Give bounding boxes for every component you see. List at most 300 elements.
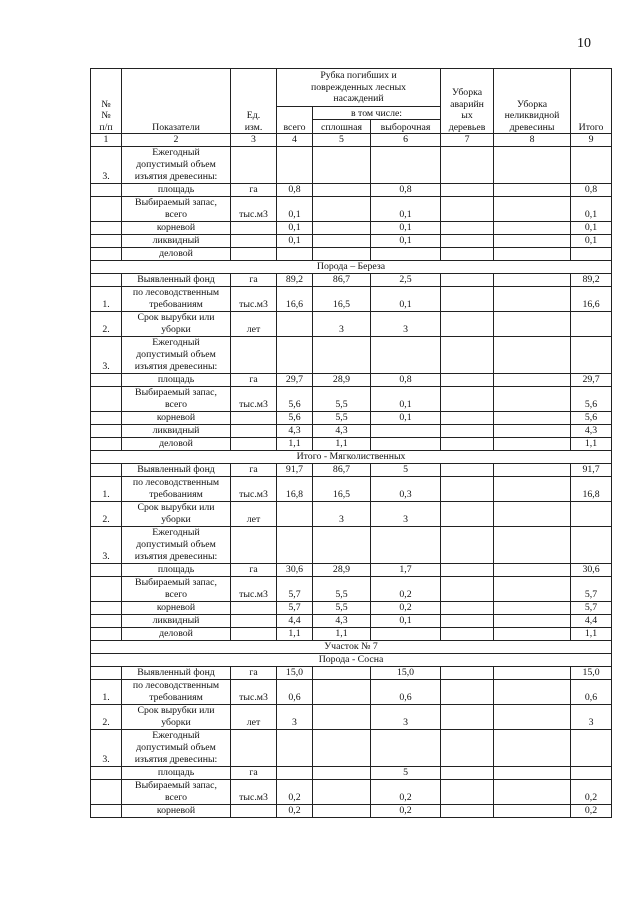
row-number-cell: 2. [91, 312, 122, 337]
row-number-cell [91, 197, 122, 222]
row-number-cell: 1. [91, 477, 122, 502]
unit-cell: тыс.м3 [231, 577, 277, 602]
unit-cell [231, 425, 277, 438]
unit-cell: га [231, 274, 277, 287]
selective-felling-cell: 0,2 [371, 805, 441, 818]
unit-cell: га [231, 564, 277, 577]
nonliquid-wood-cell [494, 477, 571, 502]
clear-felling-cell: 5,5 [313, 387, 371, 412]
row-number-cell [91, 235, 122, 248]
nonliquid-wood-cell [494, 805, 571, 818]
table-row [91, 287, 612, 312]
itogo-cell [571, 767, 612, 780]
total-felling-cell: 0,1 [277, 197, 313, 222]
selective-felling-cell [371, 527, 441, 564]
nonliquid-wood-cell [494, 705, 571, 730]
row-number-cell [91, 602, 122, 615]
indicator-cell: Выбираемый запас, всего [122, 387, 231, 412]
itogo-cell: 0,2 [571, 780, 612, 805]
itogo-cell [571, 312, 612, 337]
itogo-cell: 0,8 [571, 184, 612, 197]
emergency-trees-cell [441, 805, 494, 818]
column-number-row [91, 134, 612, 147]
unit-cell: лет [231, 312, 277, 337]
indicator-cell: Ежегодный допустимый объем изъятия древесины: [122, 337, 231, 374]
table-row [91, 312, 612, 337]
emergency-trees-cell [441, 438, 494, 451]
itogo-cell [571, 337, 612, 374]
selective-felling-cell: 0,1 [371, 235, 441, 248]
emergency-trees-cell [441, 602, 494, 615]
table-row [91, 464, 612, 477]
unit-cell: лет [231, 705, 277, 730]
row-number-cell [91, 248, 122, 261]
selective-felling-cell: 0,8 [371, 184, 441, 197]
nonliquid-wood-cell [494, 374, 571, 387]
indicator-cell: Выявленный фонд [122, 274, 231, 287]
nonliquid-wood-cell [494, 680, 571, 705]
nonliquid-wood-cell [494, 780, 571, 805]
unit-cell [231, 147, 277, 184]
row-number-cell [91, 438, 122, 451]
indicator-cell: деловой [122, 628, 231, 641]
row-number-cell [91, 184, 122, 197]
emergency-trees-cell [441, 502, 494, 527]
table-header [91, 69, 612, 147]
unit-cell: тыс.м3 [231, 197, 277, 222]
indicator-cell: площадь [122, 374, 231, 387]
unit-cell [231, 337, 277, 374]
emergency-trees-cell [441, 464, 494, 477]
unit-cell: тыс.м3 [231, 780, 277, 805]
nonliquid-wood-cell [494, 425, 571, 438]
row-number-cell: 3. [91, 337, 122, 374]
clear-felling-cell: 16,5 [313, 287, 371, 312]
selective-felling-cell [371, 337, 441, 374]
clear-felling-cell: 16,5 [313, 477, 371, 502]
clear-felling-cell: 5,5 [313, 412, 371, 425]
itogo-cell: 0,6 [571, 680, 612, 705]
emergency-trees-cell [441, 767, 494, 780]
table-row [91, 730, 612, 767]
clear-felling-cell: 1,1 [313, 438, 371, 451]
section-row [91, 641, 612, 654]
emergency-trees-cell [441, 248, 494, 261]
row-number-cell [91, 412, 122, 425]
selective-felling-cell: 0,8 [371, 374, 441, 387]
clear-felling-cell: 4,3 [313, 615, 371, 628]
selective-felling-cell: 15,0 [371, 667, 441, 680]
total-felling-cell: 5,6 [277, 412, 313, 425]
total-felling-cell [277, 527, 313, 564]
unit-cell [231, 805, 277, 818]
header-felling-group: Рубка погибших и поврежденных лесных насаждений [277, 69, 441, 107]
nonliquid-wood-cell [494, 564, 571, 577]
row-number-cell: 2. [91, 502, 122, 527]
emergency-trees-cell [441, 147, 494, 184]
table-row [91, 527, 612, 564]
nonliquid-wood-cell [494, 235, 571, 248]
emergency-trees-cell [441, 184, 494, 197]
emergency-trees-cell [441, 387, 494, 412]
emergency-trees-cell [441, 222, 494, 235]
total-felling-cell: 4,3 [277, 425, 313, 438]
nonliquid-wood-cell [494, 387, 571, 412]
clear-felling-cell [313, 680, 371, 705]
unit-cell [231, 615, 277, 628]
itogo-cell: 29,7 [571, 374, 612, 387]
clear-felling-cell: 4,3 [313, 425, 371, 438]
table-row [91, 680, 612, 705]
emergency-trees-cell [441, 412, 494, 425]
unit-cell: га [231, 767, 277, 780]
table-row [91, 387, 612, 412]
header-clear-felling: сплошная [313, 120, 371, 134]
nonliquid-wood-cell [494, 312, 571, 337]
clear-felling-cell: 5,5 [313, 602, 371, 615]
indicator-cell: деловой [122, 248, 231, 261]
indicator-cell: корневой [122, 222, 231, 235]
column-number: 2 [122, 134, 231, 147]
section-title: Итого - Мягколиственных [91, 451, 612, 464]
total-felling-cell: 3 [277, 705, 313, 730]
indicator-cell: Выбираемый запас, всего [122, 780, 231, 805]
unit-cell: га [231, 464, 277, 477]
nonliquid-wood-cell [494, 248, 571, 261]
selective-felling-cell: 0,3 [371, 477, 441, 502]
clear-felling-cell: 1,1 [313, 628, 371, 641]
indicator-cell: Срок вырубки или уборки [122, 312, 231, 337]
clear-felling-cell [313, 767, 371, 780]
nonliquid-wood-cell [494, 464, 571, 477]
column-number: 8 [494, 134, 571, 147]
unit-cell [231, 527, 277, 564]
unit-cell: лет [231, 502, 277, 527]
unit-cell [231, 412, 277, 425]
nonliquid-wood-cell [494, 337, 571, 374]
indicator-cell: Выявленный фонд [122, 464, 231, 477]
table-row [91, 274, 612, 287]
clear-felling-cell: 28,9 [313, 374, 371, 387]
column-number: 5 [313, 134, 371, 147]
itogo-cell [571, 502, 612, 527]
unit-cell [231, 730, 277, 767]
emergency-trees-cell [441, 274, 494, 287]
itogo-cell: 3 [571, 705, 612, 730]
itogo-cell: 0,2 [571, 805, 612, 818]
nonliquid-wood-cell [494, 602, 571, 615]
emergency-trees-cell [441, 780, 494, 805]
table-row [91, 628, 612, 641]
selective-felling-cell [371, 730, 441, 767]
table-row [91, 248, 612, 261]
clear-felling-cell: 28,9 [313, 564, 371, 577]
selective-felling-cell: 0,2 [371, 780, 441, 805]
emergency-trees-cell [441, 477, 494, 502]
itogo-cell: 1,1 [571, 438, 612, 451]
column-number: 9 [571, 134, 612, 147]
total-felling-cell [277, 248, 313, 261]
header-total-felling: всего [277, 107, 313, 134]
unit-cell: тыс.м3 [231, 287, 277, 312]
clear-felling-cell: 3 [313, 312, 371, 337]
total-felling-cell: 30,6 [277, 564, 313, 577]
total-felling-cell: 0,6 [277, 680, 313, 705]
indicator-cell: Выбираемый запас, всего [122, 577, 231, 602]
row-number-cell: 3. [91, 730, 122, 767]
itogo-cell: 5,7 [571, 602, 612, 615]
clear-felling-cell: 86,7 [313, 274, 371, 287]
total-felling-cell: 91,7 [277, 464, 313, 477]
indicator-cell: Срок вырубки или уборки [122, 705, 231, 730]
selective-felling-cell: 0,1 [371, 197, 441, 222]
column-number: 4 [277, 134, 313, 147]
indicator-cell: Ежегодный допустимый объем изъятия древесины: [122, 147, 231, 184]
emergency-trees-cell [441, 615, 494, 628]
total-felling-cell: 1,1 [277, 628, 313, 641]
nonliquid-wood-cell [494, 197, 571, 222]
emergency-trees-cell [441, 312, 494, 337]
nonliquid-wood-cell [494, 667, 571, 680]
forest-felling-table [90, 68, 612, 818]
unit-cell [231, 438, 277, 451]
header-selective-felling: выборочная [371, 120, 441, 134]
section-row [91, 451, 612, 464]
table-row [91, 425, 612, 438]
total-felling-cell: 5,7 [277, 577, 313, 602]
selective-felling-cell: 3 [371, 312, 441, 337]
emergency-trees-cell [441, 527, 494, 564]
selective-felling-cell: 0,1 [371, 287, 441, 312]
table-row [91, 667, 612, 680]
itogo-cell: 89,2 [571, 274, 612, 287]
indicator-cell: площадь [122, 767, 231, 780]
nonliquid-wood-cell [494, 527, 571, 564]
section-title: Порода - Сосна [91, 654, 612, 667]
emergency-trees-cell [441, 564, 494, 577]
nonliquid-wood-cell [494, 502, 571, 527]
table-row [91, 222, 612, 235]
itogo-cell [571, 730, 612, 767]
table-row [91, 602, 612, 615]
table-row [91, 577, 612, 602]
selective-felling-cell: 0,1 [371, 615, 441, 628]
total-felling-cell [277, 767, 313, 780]
row-number-cell [91, 805, 122, 818]
row-number-cell: 1. [91, 680, 122, 705]
selective-felling-cell [371, 248, 441, 261]
emergency-trees-cell [441, 197, 494, 222]
header-unit: Ед. изм. [231, 69, 277, 134]
total-felling-cell [277, 502, 313, 527]
selective-felling-cell: 0,1 [371, 222, 441, 235]
selective-felling-cell: 0,1 [371, 387, 441, 412]
itogo-cell: 4,3 [571, 425, 612, 438]
selective-felling-cell: 3 [371, 502, 441, 527]
clear-felling-cell [313, 147, 371, 184]
clear-felling-cell [313, 184, 371, 197]
selective-felling-cell: 0,2 [371, 602, 441, 615]
total-felling-cell: 0,1 [277, 222, 313, 235]
table-row [91, 438, 612, 451]
total-felling-cell: 29,7 [277, 374, 313, 387]
itogo-cell: 4,4 [571, 615, 612, 628]
row-number-cell [91, 615, 122, 628]
indicator-cell: Выявленный фонд [122, 667, 231, 680]
indicator-cell: ликвидный [122, 615, 231, 628]
indicator-cell: по лесоводственным требованиям [122, 287, 231, 312]
itogo-cell: 5,6 [571, 412, 612, 425]
nonliquid-wood-cell [494, 730, 571, 767]
itogo-cell: 1,1 [571, 628, 612, 641]
nonliquid-wood-cell [494, 147, 571, 184]
table-row [91, 805, 612, 818]
indicator-cell: корневой [122, 602, 231, 615]
clear-felling-cell [313, 197, 371, 222]
itogo-cell: 16,8 [571, 477, 612, 502]
clear-felling-cell [313, 730, 371, 767]
table-row [91, 477, 612, 502]
row-number-cell [91, 222, 122, 235]
total-felling-cell [277, 337, 313, 374]
clear-felling-cell: 3 [313, 502, 371, 527]
itogo-cell: 15,0 [571, 667, 612, 680]
emergency-trees-cell [441, 374, 494, 387]
row-number-cell [91, 374, 122, 387]
row-number-cell: 3. [91, 147, 122, 184]
total-felling-cell: 15,0 [277, 667, 313, 680]
unit-cell: тыс.м3 [231, 680, 277, 705]
nonliquid-wood-cell [494, 412, 571, 425]
clear-felling-cell: 5,5 [313, 577, 371, 602]
row-number-cell [91, 274, 122, 287]
selective-felling-cell [371, 628, 441, 641]
header-including: в том числе: [313, 107, 441, 120]
clear-felling-cell [313, 805, 371, 818]
row-number-cell [91, 425, 122, 438]
itogo-cell: 16,6 [571, 287, 612, 312]
selective-felling-cell: 0,1 [371, 412, 441, 425]
nonliquid-wood-cell [494, 615, 571, 628]
indicator-cell: корневой [122, 412, 231, 425]
page-number: 10 [577, 36, 591, 51]
clear-felling-cell [313, 222, 371, 235]
selective-felling-cell [371, 147, 441, 184]
indicator-cell: по лесоводственным требованиям [122, 477, 231, 502]
emergency-trees-cell [441, 705, 494, 730]
indicator-cell: Ежегодный допустимый объем изъятия древесины: [122, 730, 231, 767]
emergency-trees-cell [441, 425, 494, 438]
unit-cell: тыс.м3 [231, 387, 277, 412]
header-indicator: Показатели [122, 69, 231, 134]
total-felling-cell [277, 147, 313, 184]
unit-cell [231, 222, 277, 235]
nonliquid-wood-cell [494, 438, 571, 451]
table-row [91, 412, 612, 425]
indicator-cell: площадь [122, 184, 231, 197]
selective-felling-cell: 0,2 [371, 577, 441, 602]
selective-felling-cell: 5 [371, 464, 441, 477]
table-row [91, 502, 612, 527]
itogo-cell [571, 248, 612, 261]
unit-cell: га [231, 667, 277, 680]
row-number-cell: 3. [91, 527, 122, 564]
table-row [91, 374, 612, 387]
total-felling-cell: 4,4 [277, 615, 313, 628]
table-row [91, 705, 612, 730]
total-felling-cell: 0,8 [277, 184, 313, 197]
total-felling-cell: 0,1 [277, 235, 313, 248]
clear-felling-cell [313, 705, 371, 730]
indicator-cell: ликвидный [122, 235, 231, 248]
total-felling-cell: 0,2 [277, 805, 313, 818]
selective-felling-cell [371, 425, 441, 438]
table-row [91, 337, 612, 374]
column-number: 6 [371, 134, 441, 147]
total-felling-cell: 16,6 [277, 287, 313, 312]
section-row [91, 654, 612, 667]
emergency-trees-cell [441, 628, 494, 641]
itogo-cell: 0,1 [571, 222, 612, 235]
section-title: Порода – Береза [91, 261, 612, 274]
unit-cell [231, 628, 277, 641]
selective-felling-cell: 2,5 [371, 274, 441, 287]
itogo-cell: 30,6 [571, 564, 612, 577]
nonliquid-wood-cell [494, 628, 571, 641]
total-felling-cell: 5,6 [277, 387, 313, 412]
clear-felling-cell [313, 235, 371, 248]
table-row [91, 184, 612, 197]
indicator-cell: Срок вырубки или уборки [122, 502, 231, 527]
indicator-cell: деловой [122, 438, 231, 451]
header-nonliquid-wood: Уборка неликвидной древесины [494, 69, 571, 134]
itogo-cell: 5,7 [571, 577, 612, 602]
total-felling-cell: 0,2 [277, 780, 313, 805]
table-body [91, 147, 612, 818]
total-felling-cell: 16,8 [277, 477, 313, 502]
clear-felling-cell: 86,7 [313, 464, 371, 477]
unit-cell: га [231, 374, 277, 387]
emergency-trees-cell [441, 667, 494, 680]
table-row [91, 780, 612, 805]
header-row-number: № № п/п [91, 69, 122, 134]
unit-cell [231, 602, 277, 615]
emergency-trees-cell [441, 287, 494, 312]
column-number: 3 [231, 134, 277, 147]
clear-felling-cell [313, 780, 371, 805]
table-row [91, 147, 612, 184]
row-number-cell [91, 780, 122, 805]
nonliquid-wood-cell [494, 767, 571, 780]
row-number-cell [91, 628, 122, 641]
nonliquid-wood-cell [494, 287, 571, 312]
clear-felling-cell [313, 667, 371, 680]
nonliquid-wood-cell [494, 577, 571, 602]
nonliquid-wood-cell [494, 222, 571, 235]
table-row [91, 197, 612, 222]
emergency-trees-cell [441, 337, 494, 374]
selective-felling-cell: 0,6 [371, 680, 441, 705]
indicator-cell: Ежегодный допустимый объем изъятия древесины: [122, 527, 231, 564]
total-felling-cell [277, 312, 313, 337]
clear-felling-cell [313, 248, 371, 261]
itogo-cell: 91,7 [571, 464, 612, 477]
table-row [91, 615, 612, 628]
selective-felling-cell: 3 [371, 705, 441, 730]
indicator-cell: Выбираемый запас, всего [122, 197, 231, 222]
emergency-trees-cell [441, 680, 494, 705]
unit-cell: тыс.м3 [231, 477, 277, 502]
